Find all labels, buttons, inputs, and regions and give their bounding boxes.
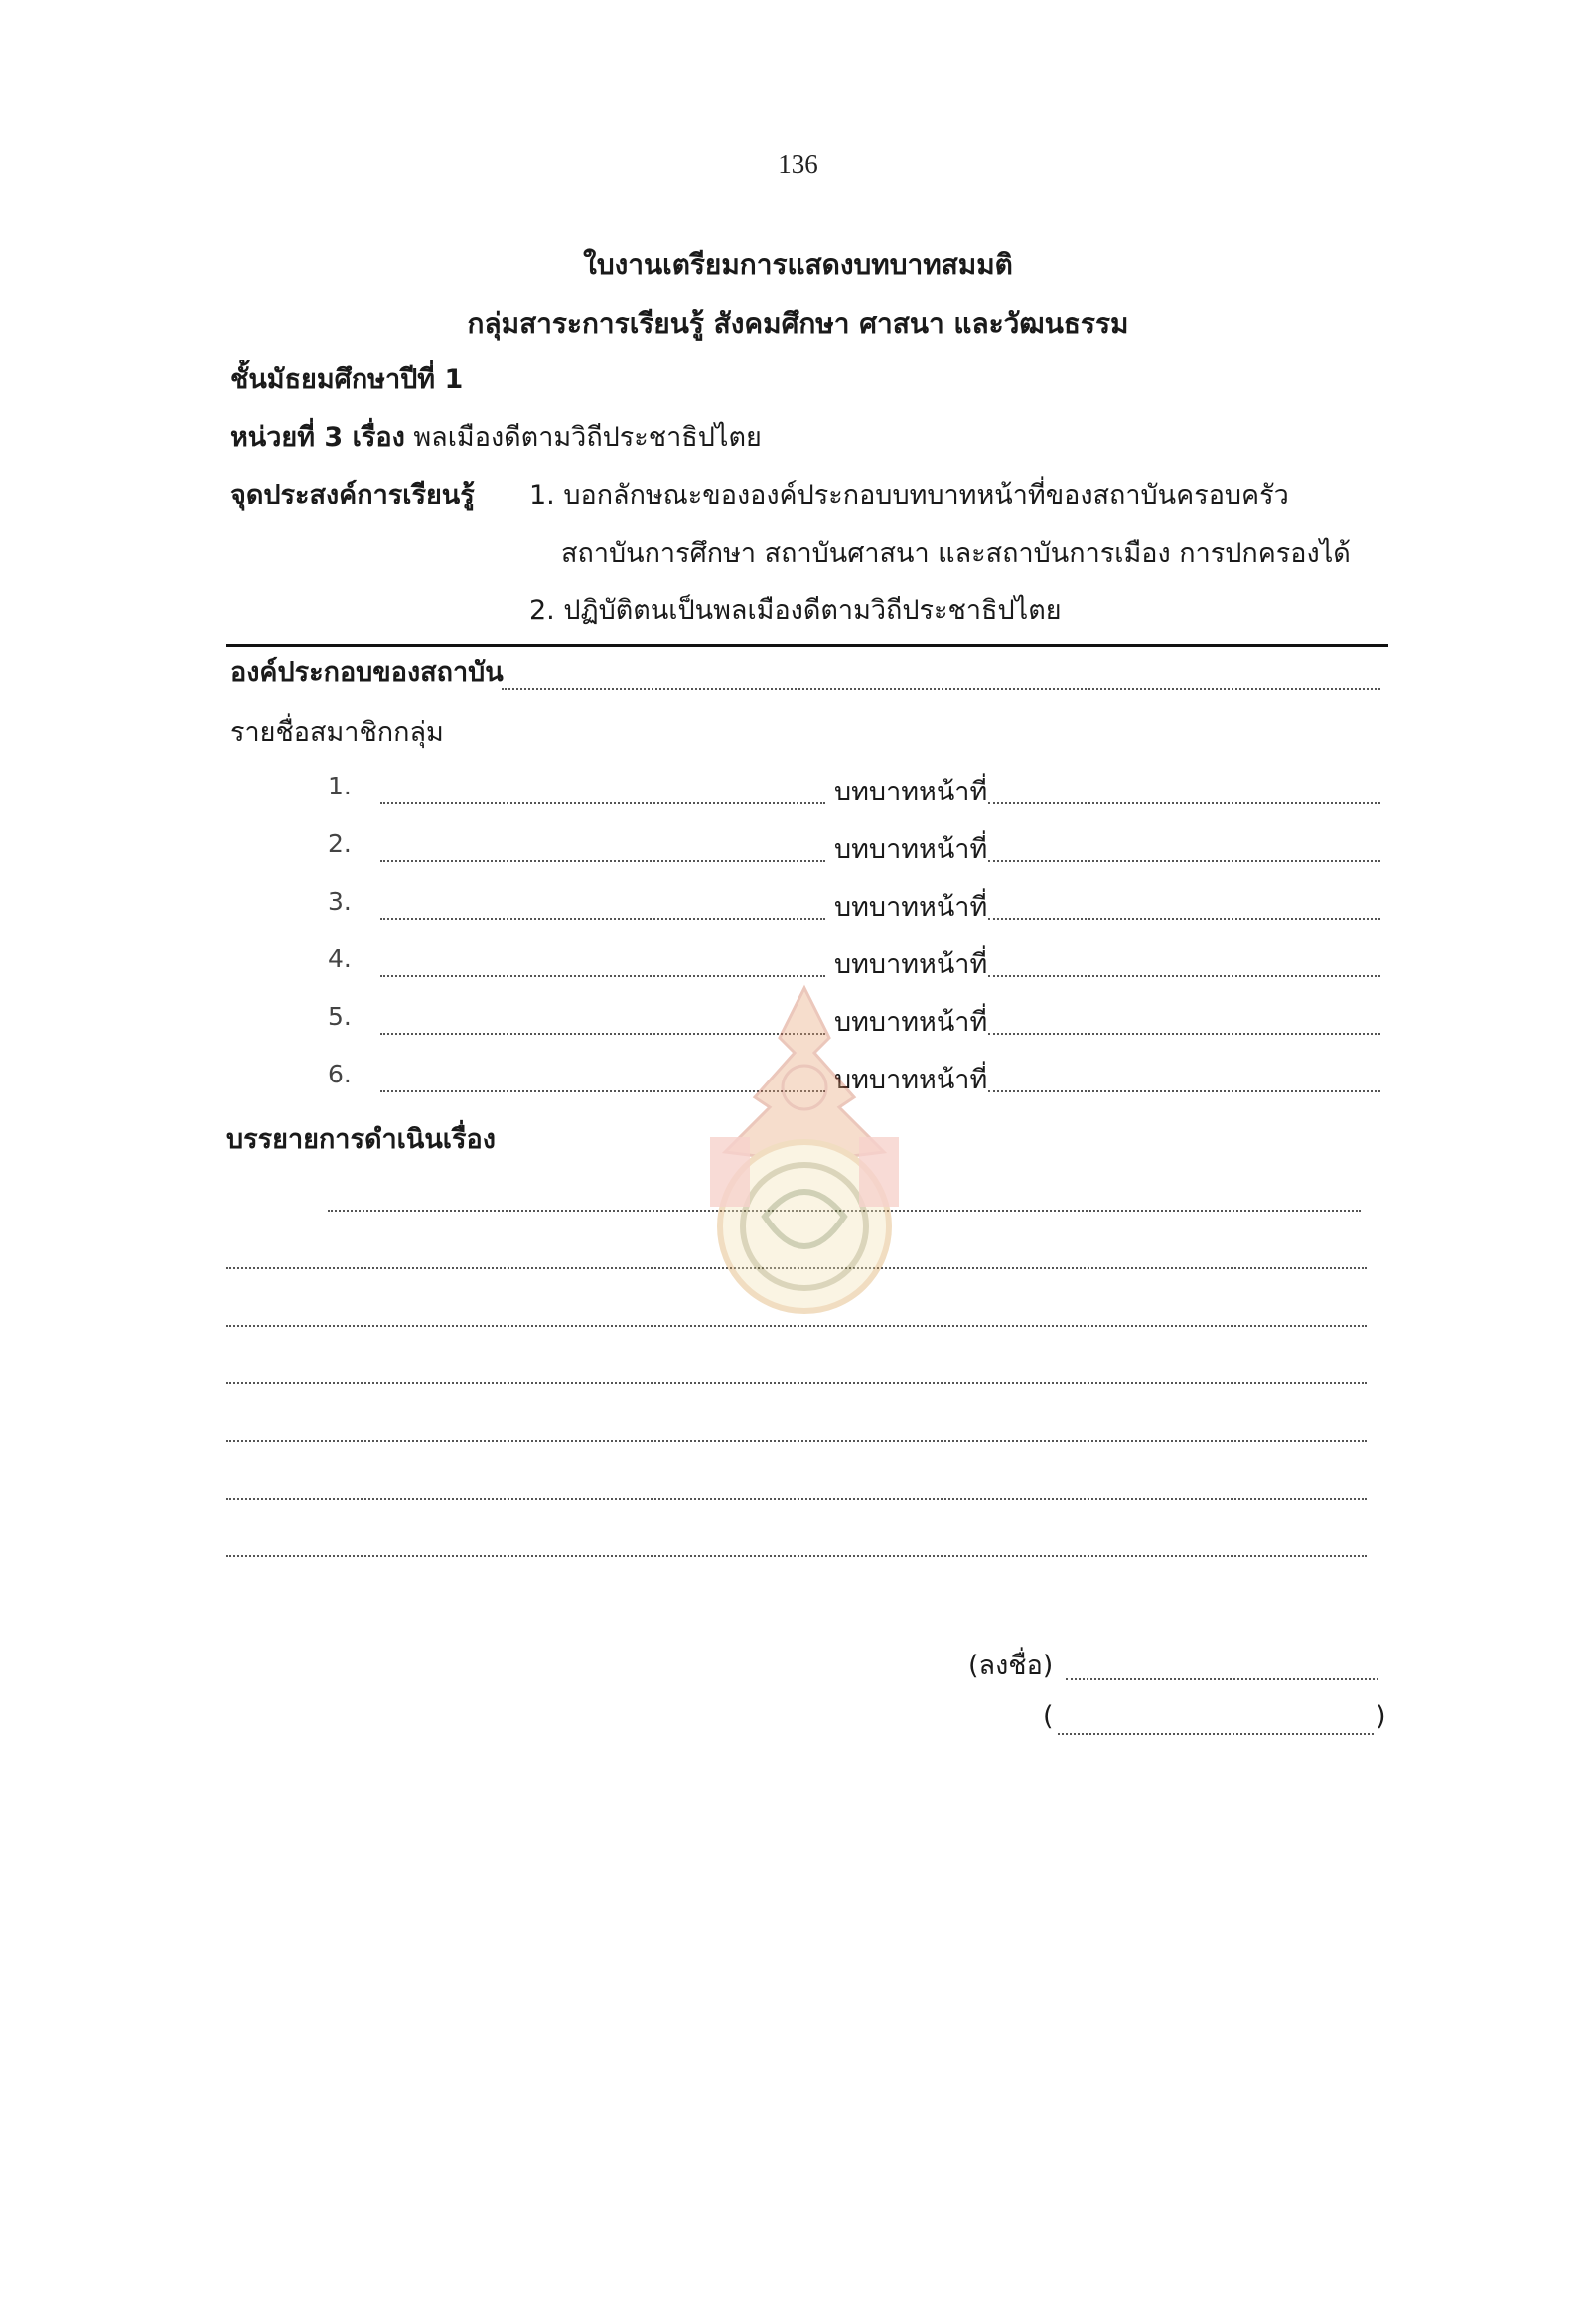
member-number: 1. (328, 772, 352, 800)
role-label: บทบาทหน้าที่ (834, 1007, 988, 1038)
member-number: 2. (328, 829, 352, 858)
narrative-line[interactable] (226, 1382, 1367, 1384)
unit-line (230, 415, 762, 458)
member-role-blank[interactable] (988, 802, 1380, 804)
role-label: บทบาทหน้าที่ (834, 777, 988, 807)
worksheet-title: ใบงานเตรียมการแสดงบทบาทสมมติ (583, 248, 1013, 281)
member-name-blank[interactable] (380, 918, 825, 920)
member-role-blank[interactable] (988, 975, 1380, 977)
narrative-line[interactable] (226, 1555, 1367, 1557)
role-label: บทบาทหน้าที่ (834, 834, 988, 865)
member-number: 3. (328, 887, 352, 916)
institution-blank[interactable] (502, 688, 1380, 690)
narrative-line[interactable] (226, 1325, 1367, 1327)
signature-blank[interactable] (1066, 1678, 1378, 1680)
role-label: บทบาทหน้าที่ (834, 1065, 988, 1095)
paren-close: ) (1376, 1701, 1386, 1732)
member-role-blank[interactable] (988, 1033, 1380, 1035)
role-label: บทบาทหน้าที่ (834, 949, 988, 980)
narrative-line[interactable] (226, 1498, 1367, 1500)
paren-open: ( (1043, 1701, 1054, 1732)
header-divider (226, 644, 1388, 647)
members-label: รายชื่อสมาชิกกลุ่ม (230, 717, 444, 748)
member-name-blank[interactable] (380, 860, 825, 862)
member-number: 4. (328, 944, 352, 973)
role-label: บทบาทหน้าที่ (834, 892, 988, 923)
member-role-blank[interactable] (988, 918, 1380, 920)
objectives-label: จุดประสงค์การเรียนรู้ (230, 480, 475, 510)
narrative-line[interactable] (226, 1440, 1367, 1442)
signature-label: (ลงชื่อ) (968, 1651, 1054, 1681)
objective-2: 2. ปฏิบัติตนเป็นพลเมืองดีตามวิถีประชาธิปไตย (529, 595, 1062, 626)
narrative-label: บรรยายการดำเนินเรื่อง (226, 1124, 496, 1155)
subject-group: กลุ่มสาระการเรียนรู้ สังคมศึกษา ศาสนา และวัฒนธรรม (467, 307, 1129, 340)
member-number: 6. (328, 1060, 352, 1088)
page-number: 136 (778, 149, 818, 179)
institution-label: องค์ประกอบของสถาบัน (230, 657, 504, 688)
member-role-blank[interactable] (988, 1090, 1380, 1092)
grade-level: ชั้นมัธยมศึกษาปีที่ 1 (230, 364, 464, 395)
objective-1b: สถาบันการศึกษา สถาบันศาสนา และสถาบันการเมือง การปกครองได้ (561, 538, 1351, 569)
member-name-blank[interactable] (380, 802, 825, 804)
member-number: 5. (328, 1002, 352, 1031)
unit-title: พลเมืองดีตามวิถีประชาธิปไตย (413, 422, 762, 453)
printed-name-blank[interactable] (1058, 1733, 1374, 1735)
member-name-blank[interactable] (380, 975, 825, 977)
objective-1a: 1. บอกลักษณะขององค์ประกอบบทบาทหน้าที่ของสถาบันครอบครัว (529, 480, 1289, 510)
unit-label: หน่วยที่ 3 เรื่อง (230, 422, 405, 453)
member-role-blank[interactable] (988, 860, 1380, 862)
government-seal-icon (655, 978, 953, 1316)
